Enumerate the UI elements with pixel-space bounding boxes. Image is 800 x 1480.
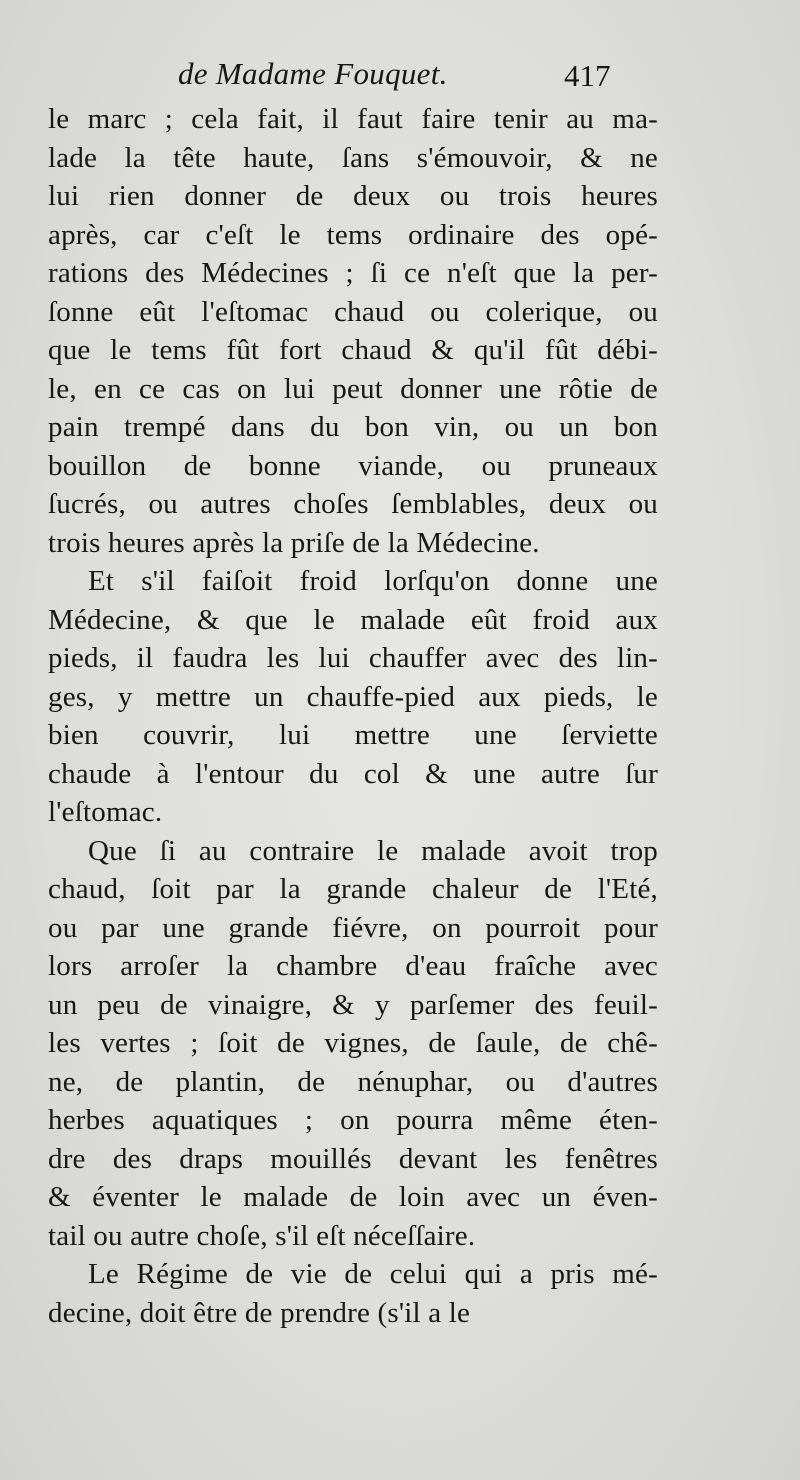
text-line: un peu de vinaigre, & y parſemer des feuil-: [48, 988, 658, 1021]
text-line: Que ſi au contraire le malade avoit trop: [88, 834, 658, 867]
text-line: & éventer le malade de loin avec un éven-: [48, 1181, 658, 1213]
text-line: chaude à l'entour du col & une autre ſur: [48, 757, 658, 790]
text-line: le, en ce cas on lui peut donner une rôtie de: [48, 372, 658, 405]
page-number: 417: [564, 58, 611, 93]
text-line: après, car c'eſt le tems ordinaire des opé-: [48, 218, 658, 251]
body-text: [48, 100, 658, 1332]
text-line: le marc ; cela fait, il faut faire tenir au ma-: [48, 103, 658, 135]
text-line: chaud, ſoit par la grande chaleur de l'Eté,: [48, 873, 658, 905]
text-line: ges, y mettre un chauffe-pied aux pieds, le: [48, 680, 658, 713]
running-title: de Madame Fouquet.: [178, 56, 448, 91]
text-line: rations des Médecines ; ſi ce n'eſt que la per-: [48, 257, 658, 289]
text-line: trois heures après la priſe de la Médecine.: [48, 526, 540, 559]
text-line: lade la tête haute, ſans s'émouvoir, & ne: [48, 141, 658, 174]
text-line: ſonne eût l'eſtomac chaud ou colerique, ou: [48, 295, 658, 328]
text-line: pain trempé dans du bon vin, ou un bon: [48, 411, 658, 443]
text-line: Et s'il faiſoit froid lorſqu'on donne une: [88, 565, 658, 597]
text-line: ſucrés, ou autres choſes ſemblables, deux ou: [48, 488, 658, 520]
text-line: Le Régime de vie de celui qui a pris mé-: [88, 1258, 658, 1290]
text-line: ne, de plantin, de nénuphar, ou d'autres: [48, 1065, 658, 1098]
text-line: dre des draps mouillés devant les fenêtres: [48, 1142, 658, 1175]
text-line: pieds, il faudra les lui chauffer avec des lin-: [48, 642, 658, 674]
text-line: l'eſtomac.: [48, 796, 163, 828]
text-line: ou par une grande fiévre, on pourroit pour: [48, 911, 658, 944]
text-line: tail ou autre choſe, s'il eſt néceſſaire.: [48, 1219, 476, 1252]
text-line: lui rien donner de deux ou trois heures: [48, 180, 658, 212]
text-line: les vertes ; ſoit de vignes, de ſaule, de chê-: [48, 1027, 658, 1059]
text-line: lors arroſer la chambre d'eau fraîche avec: [48, 950, 658, 982]
text-line: decine, doit être de prendre (s'il a le: [48, 1296, 471, 1329]
page-header: [0, 56, 800, 102]
text-line: bouillon de bonne viande, ou pruneaux: [48, 449, 658, 482]
text-line: bien couvrir, lui mettre une ſerviette: [48, 719, 658, 751]
text-line: que le tems fût fort chaud & qu'il fût débi-: [48, 334, 658, 366]
text-line: herbes aquatiques ; on pourra même éten-: [48, 1104, 658, 1136]
text-line: Médecine, & que le malade eût froid aux: [48, 603, 658, 636]
